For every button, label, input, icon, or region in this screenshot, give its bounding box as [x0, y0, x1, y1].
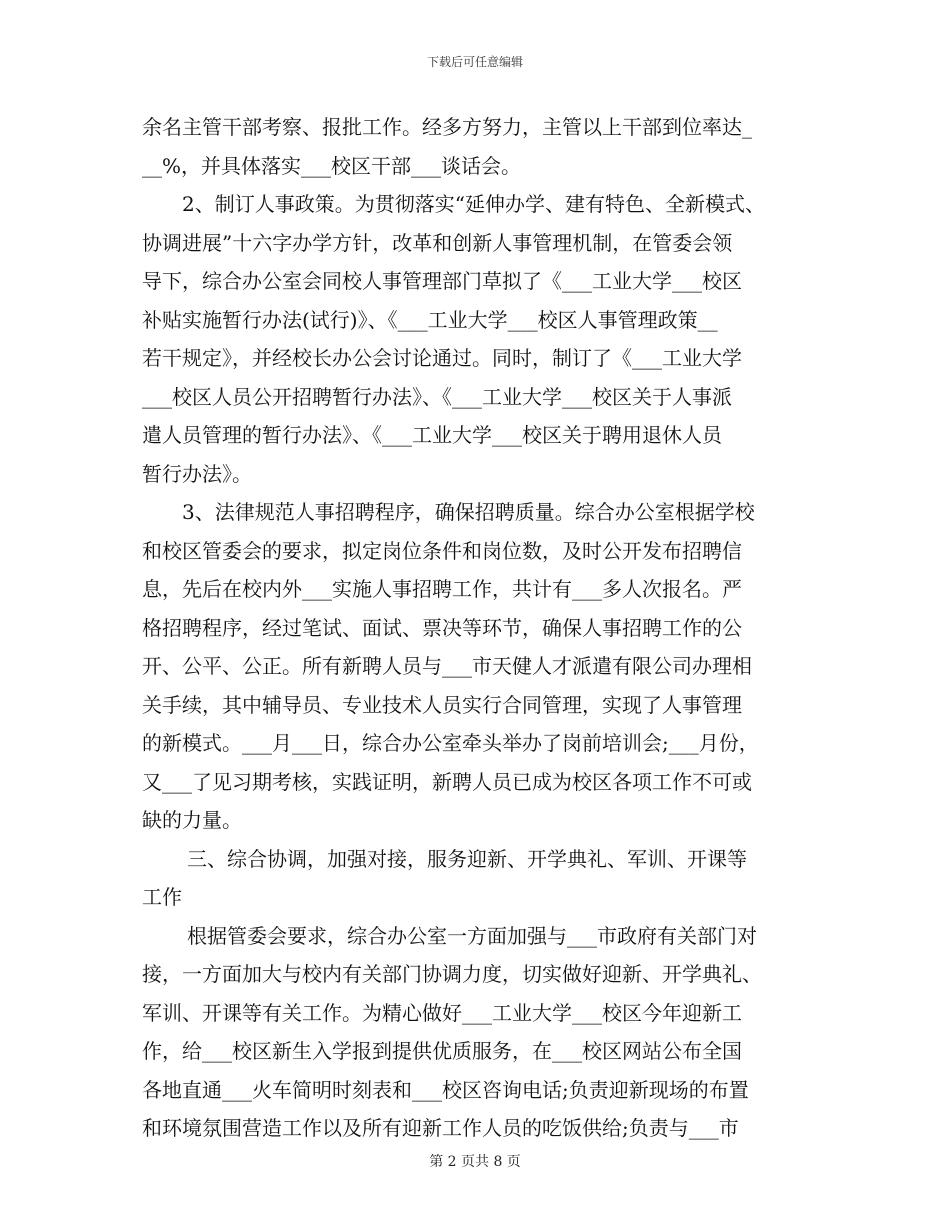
section-heading-line: 三、综合协调，加强对接，服务迎新、开学典礼、军训、开课等: [187, 846, 747, 871]
text-line: 遣人员管理的暂行办法》、《___工业大学___校区关于聘用退休人员: [142, 423, 722, 447]
text-line: 又___了见习期考核，实践证明，新聘人员已成为校区各项工作不可或: [142, 769, 752, 794]
text-line: 若干规定》，并经校长办公会讨论通过。同时，制订了《___工业大学: [142, 346, 742, 370]
text-line: 作，给___校区新生入学报到提供优质服务，在___校区网站公布全国: [142, 1039, 742, 1063]
text-line: 导下，综合办公室会同校人事管理部门草拟了《___工业大学___校区: [142, 269, 742, 293]
text-line: 军训、开课等有关工作。为精心做好___工业大学___校区今年迎新工: [142, 1000, 742, 1025]
text-line: 息，先后在校内外___实施人事招聘工作，共计有___多人次报名。严: [142, 577, 742, 601]
text-line: 缺的力量。: [142, 808, 242, 832]
paragraph-start-line: 3、法律规范人事招聘程序，确保招聘质量。综合办公室根据学校: [182, 500, 755, 524]
text-line: ___校区人员公开招聘暂行办法》、《___工业大学___校区关于人事派: [142, 384, 732, 409]
text-line: 格招聘程序，经过笔试、面试、票决等环节，确保人事招聘工作的公: [142, 615, 742, 640]
page-number-footer: 第 2 页共 8 页: [429, 1154, 521, 1170]
text-line: 协调进展”十六字办学方针，改革和创新人事管理机制，在管委会领: [142, 230, 733, 255]
paragraph-start-line: 2、制订人事政策。为贯彻落实“延伸办学、建有特色、全新模式、: [182, 192, 765, 216]
paragraph-start-line: 根据管委会要求，综合办公室一方面加强与___市政府有关部门对: [187, 923, 757, 948]
text-line: 的新模式。___月___日，综合办公室牵头举办了岗前培训会;___月份，: [142, 731, 759, 755]
text-line: 余名主管干部考察、报批工作。经多方努力，主管以上干部到位率达_: [142, 115, 752, 139]
text-line: 各地直通___火车简明时刻表和___校区咨询电话;负责迎新现场的布置: [142, 1077, 749, 1102]
text-line: 和环境氛围营造工作以及所有迎新工作人员的吃饭供给;负责与___市: [142, 1116, 739, 1140]
section-heading-line: 工作: [142, 885, 182, 909]
text-line: 开、公平、公正。所有新聘人员与___市天健人才派遣有限公司办理相: [142, 654, 752, 678]
text-line: 接，一方面加大与校内有关部门协调力度，切实做好迎新、开学典礼、: [142, 962, 762, 986]
text-line: 暂行办法》。: [142, 461, 252, 486]
text-line: __%，并具体落实___校区干部___谈话会。: [142, 153, 522, 178]
text-line: 补贴实施暂行办法(试行)》、《___工业大学___校区人事管理政策__: [142, 307, 718, 332]
document-body: [142, 108, 812, 1148]
text-line: 和校区管委会的要求，拟定岗位条件和岗位数，及时公开发布招聘信: [142, 538, 742, 563]
text-line: 关手续，其中辅导员、专业技术人员实行合同管理，实现了人事管理: [142, 692, 742, 717]
page-header: 下载后可任意编辑: [426, 55, 523, 69]
